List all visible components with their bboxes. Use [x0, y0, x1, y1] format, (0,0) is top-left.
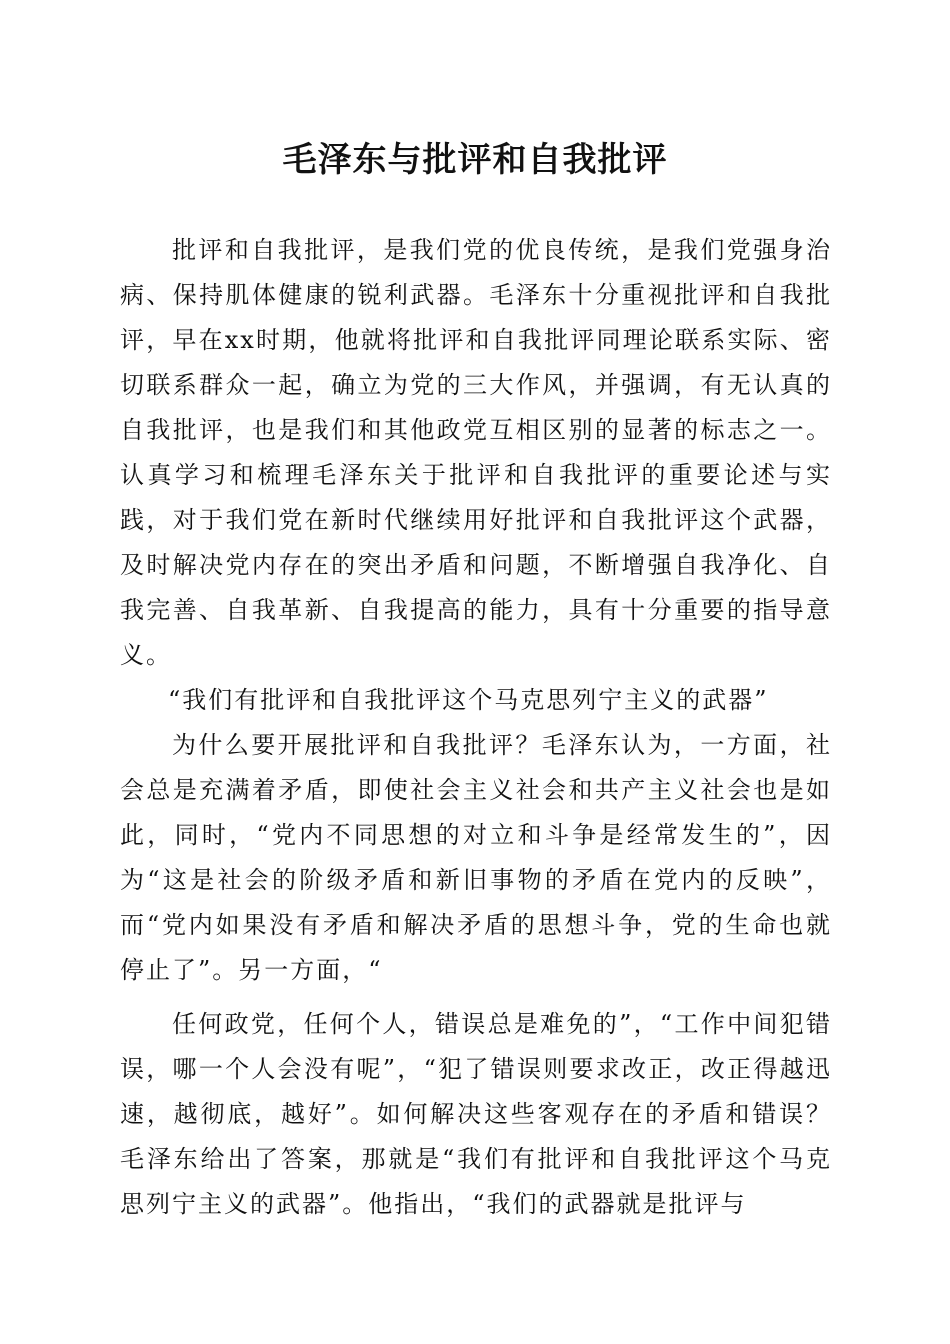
paragraph-gap: [120, 993, 832, 1002]
document-body: [120, 228, 832, 1227]
paragraph-mistakes: 任何政党，任何个人，错误总是难免的”，“工作中间犯错误，哪一个人会没有呢”，“犯了错误则要求改正，改正得越迅速，越彻底，越好”。如何解决这些客观存在的矛盾和错误？毛泽东给出了答案，那就是“我们有批评和自我批评这个马克思列宁主义的武器”。他指出，“我们的武器就是批评与: [120, 1010, 832, 1218]
paragraph-why-criticism: 为什么要开展批评和自我批评？毛泽东认为，一方面，社会总是充满着矛盾，即使社会主义社会和共产主义社会也是如此，同时，“党内不同思想的对立和斗争是经常发生的”，因为“这是社会的阶级矛盾和新旧事物的矛盾在党内的反映”，而“党内如果没有矛盾和解决矛盾的思想斗争，党的生命也就停止了”。另一方面，“: [120, 731, 832, 984]
section-heading: “我们有批评和自我批评这个马克思列宁主义的武器”: [168, 686, 769, 714]
document-title: 毛泽东与批评和自我批评: [282, 140, 668, 180]
paragraph-intro: 批评和自我批评，是我们党的优良传统，是我们党强身治病、保持肌体健康的锐利武器。毛泽东十分重视批评和自我批评，早在xx时期，他就将批评和自我批评同理论联系实际、密切联系群众一起，确立为党的三大作风，并强调，有无认真的自我批评，也是我们和其他政党互相区别的显著的标志之一。认真学习和梳理毛泽东关于批评和自我批评的重要论述与实践，对于我们党在新时代继续用好批评和自我批评这个武器，及时解决党内存在的突出矛盾和问题，不断增强自我净化、自我完善、自我革新、自我提高的能力，具有十分重要的指导意义。: [120, 236, 832, 669]
